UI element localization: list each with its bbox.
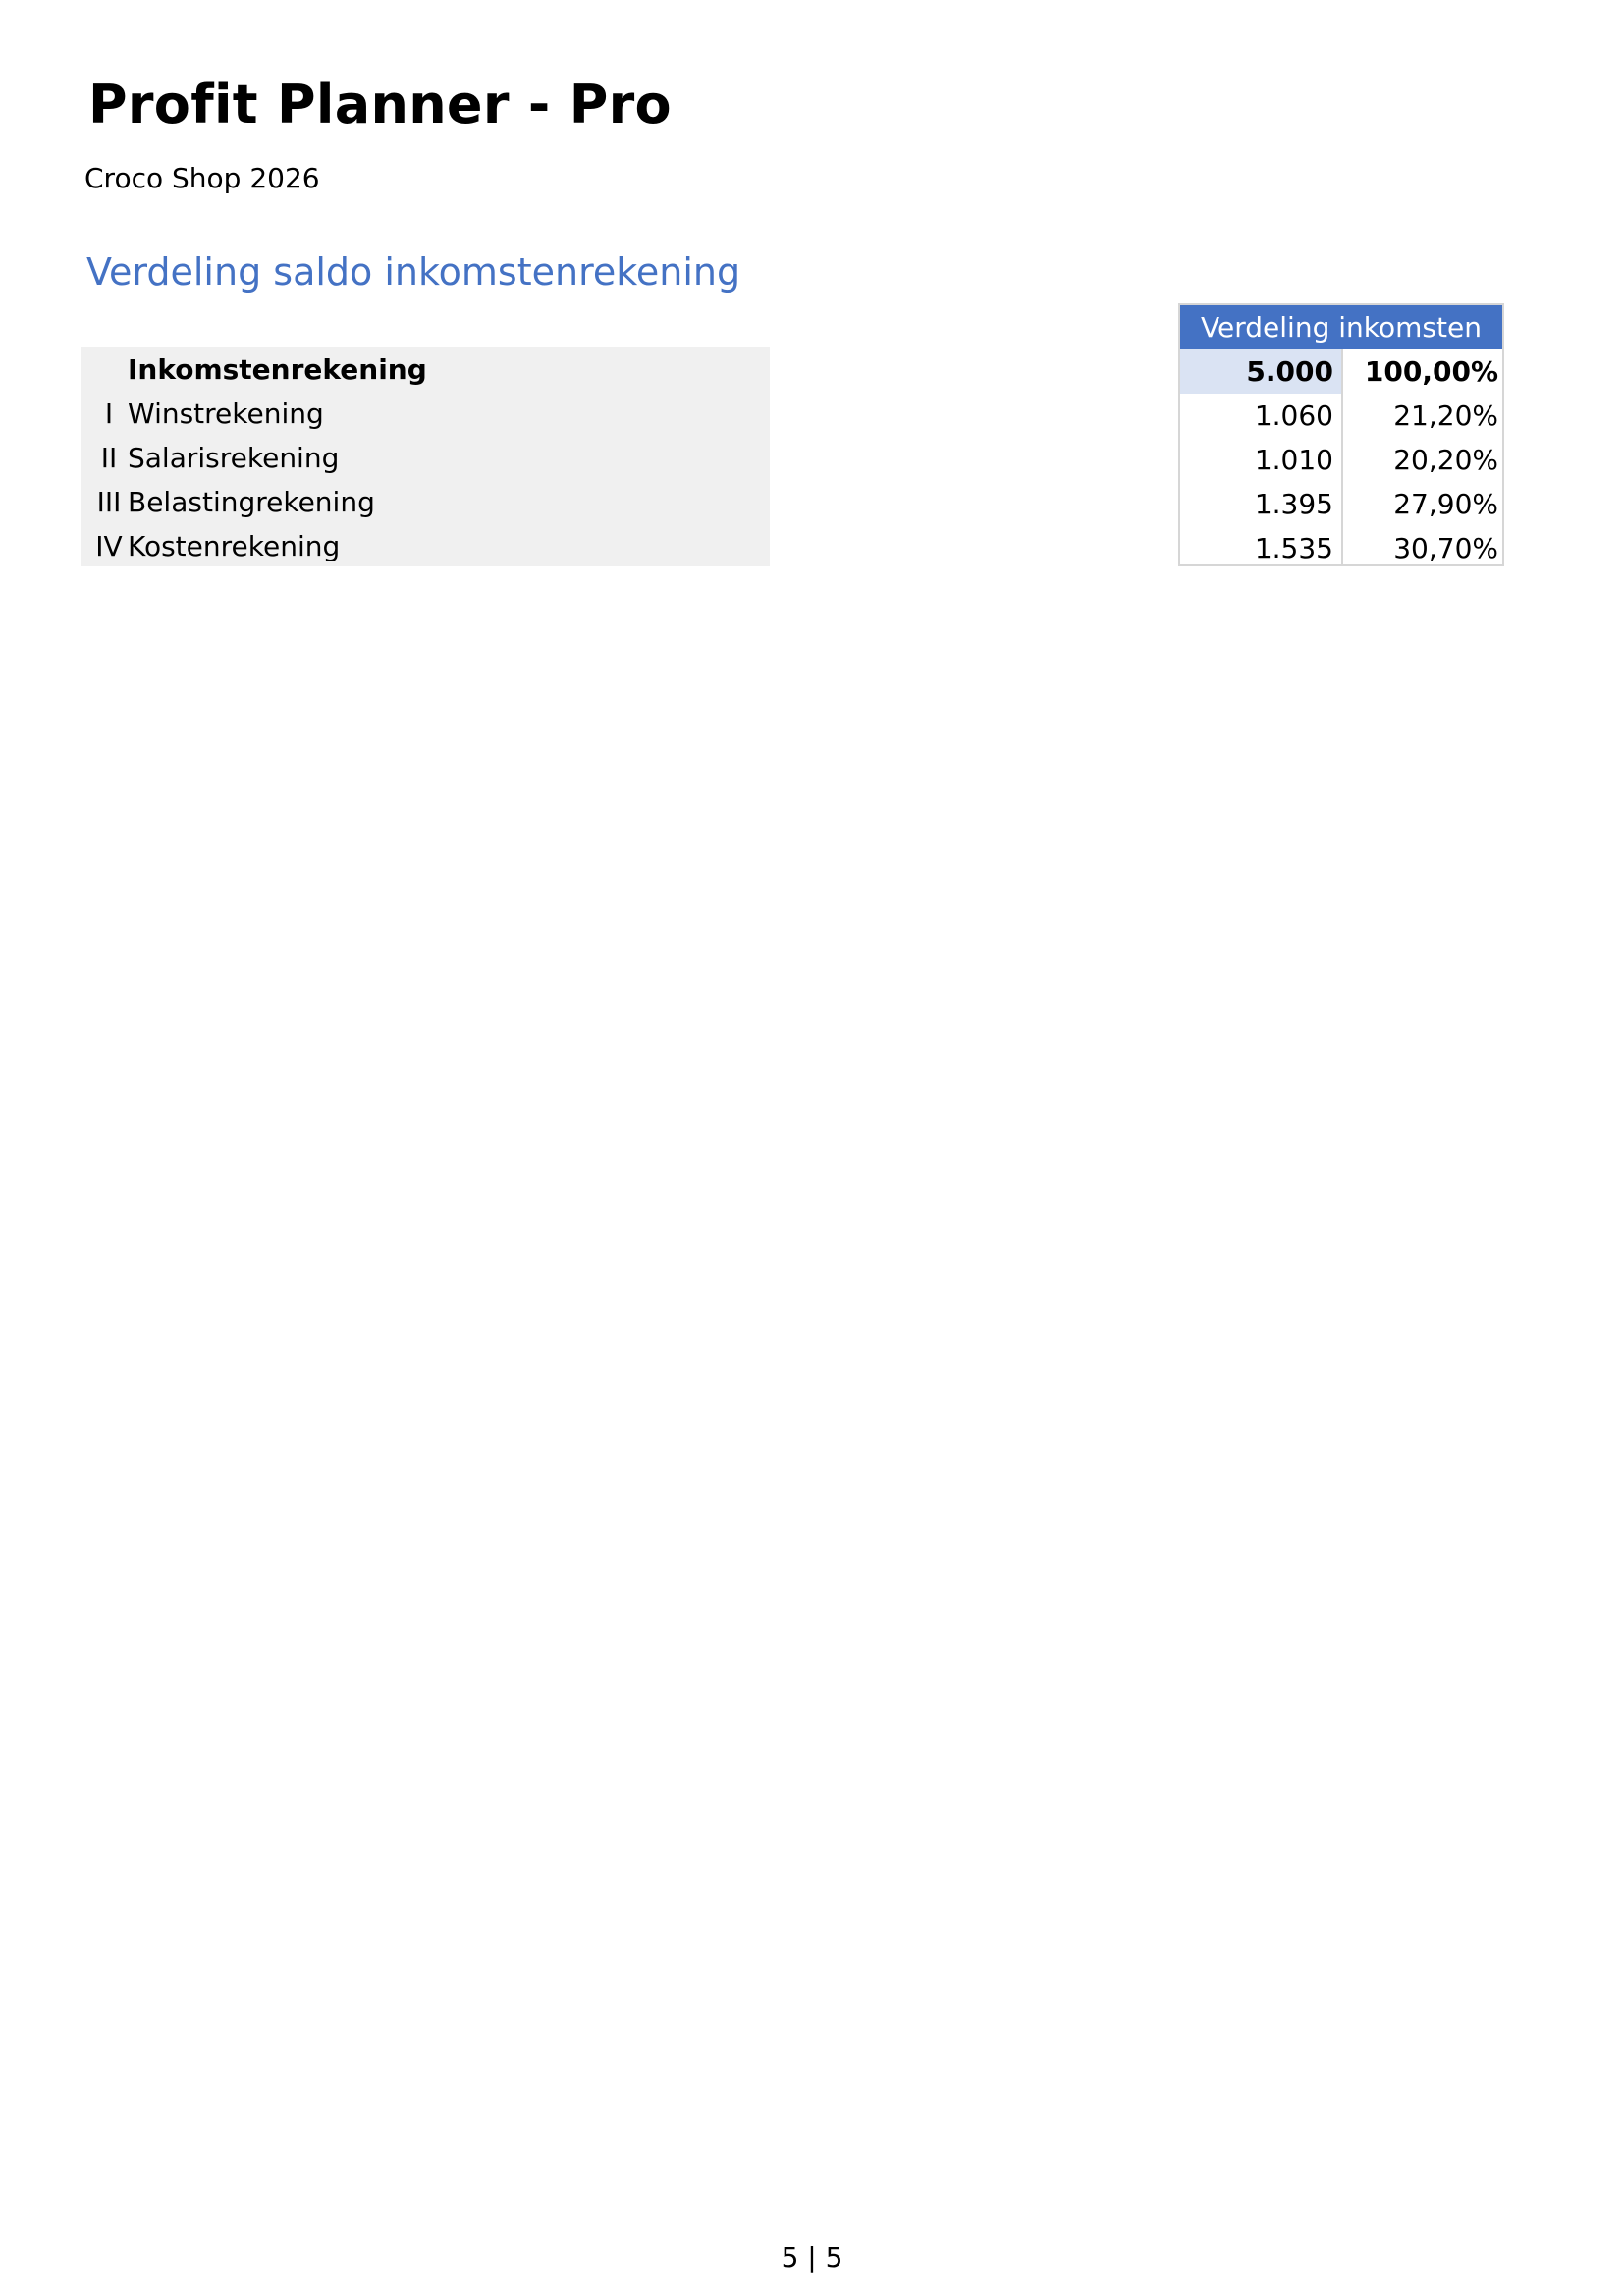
page-subtitle: Croco Shop 2026 (84, 162, 320, 194)
account-label: Winstrekening (128, 398, 324, 430)
distribution-header: Verdeling inkomsten (1180, 305, 1502, 349)
row-amount: 1.395 (1254, 488, 1333, 520)
page-number: 5 | 5 (781, 2241, 843, 2273)
distribution-row (1180, 526, 1502, 570)
accounts-header-label: Inkomstenrekening (128, 353, 427, 386)
distribution-row (1180, 394, 1502, 438)
account-numeral: I (104, 398, 114, 430)
account-label: Salarisrekening (128, 442, 340, 474)
account-row (81, 436, 770, 480)
row-amount: 1.060 (1254, 400, 1333, 432)
account-numeral: III (96, 486, 122, 518)
total-percent: 100,00% (1364, 355, 1498, 388)
account-numeral: II (100, 442, 118, 474)
row-percent: 21,20% (1393, 400, 1498, 432)
account-row (81, 392, 770, 436)
row-percent: 30,70% (1393, 532, 1498, 564)
distribution-table (1178, 303, 1504, 566)
row-percent: 20,20% (1393, 444, 1498, 476)
account-numeral: IV (95, 530, 123, 562)
section-title: Verdeling saldo inkomstenrekening (86, 250, 741, 294)
row-percent: 27,90% (1393, 488, 1498, 520)
page-title: Profit Planner - Pro (88, 74, 672, 135)
accounts-header-row (81, 347, 770, 392)
row-amount: 1.535 (1254, 532, 1333, 564)
account-row (81, 524, 770, 568)
total-amount: 5.000 (1246, 355, 1333, 388)
account-label: Kostenrekening (128, 530, 341, 562)
account-label: Belastingrekening (128, 486, 375, 518)
distribution-row (1180, 438, 1502, 482)
accounts-panel (81, 347, 770, 566)
account-row (81, 480, 770, 524)
row-amount: 1.010 (1254, 444, 1333, 476)
distribution-total-row (1180, 349, 1502, 394)
distribution-row (1180, 482, 1502, 526)
